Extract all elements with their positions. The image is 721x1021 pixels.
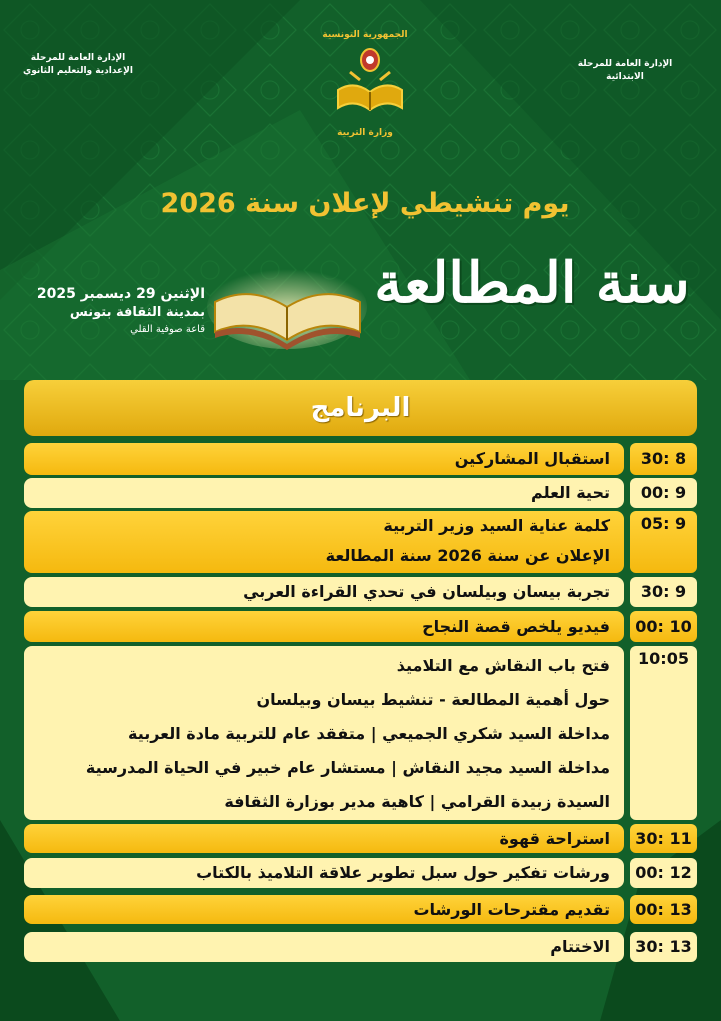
event-venue: بمدينة الثقافة بتونس bbox=[69, 305, 205, 320]
program-title: البرنامج bbox=[310, 393, 411, 423]
schedule-time bbox=[630, 646, 697, 820]
schedule-item: الإعلان عن سنة 2026 سنة المطالعة bbox=[325, 546, 610, 565]
schedule-item: ورشات تفكير حول سبل تطوير علاقة التلاميذ بالكتاب bbox=[196, 863, 610, 882]
schedule-item: الاختتام bbox=[550, 937, 610, 956]
schedule-row-2 bbox=[24, 478, 624, 508]
schedule-item: السيدة زبيدة القرامي | كاهية مدير بوزارة الثقافة bbox=[224, 792, 610, 811]
schedule-time: 9 :30 bbox=[630, 577, 697, 607]
event-subtitle: يوم تنشيطي لإعلان سنة 2026 bbox=[160, 188, 570, 219]
schedule-row-8 bbox=[24, 858, 624, 888]
schedule-time-value: 10:05 bbox=[638, 649, 689, 668]
schedule-row-6 bbox=[24, 646, 624, 820]
event-info bbox=[20, 284, 205, 338]
schedule-item: تجربة بيسان وبيلسان في تحدي القراءة العربي bbox=[243, 582, 610, 601]
schedule-row-7 bbox=[24, 824, 624, 853]
schedule-time bbox=[630, 511, 697, 573]
admin-secondary-line1: الإدارة العامة للمرحلة bbox=[30, 53, 126, 63]
schedule-item: تحية العلم bbox=[531, 483, 610, 502]
schedule-time: 13 :30 bbox=[630, 932, 697, 962]
admin-secondary-line2: الإعدادية والتعليم الثانوي bbox=[23, 66, 133, 76]
schedule-row-1 bbox=[24, 443, 624, 475]
open-book-icon bbox=[205, 262, 370, 352]
schedule-item: مداخلة السيد شكري الجميعي | متفقد عام للتربية مادة العربية bbox=[127, 724, 610, 743]
schedule-item: استراحة قهوة bbox=[499, 829, 610, 848]
schedule-item: فيديو يلخص قصة النجاح bbox=[422, 617, 610, 636]
schedule-time: 9 :00 bbox=[630, 478, 697, 508]
emblem-icon bbox=[330, 42, 410, 122]
schedule-row-9 bbox=[24, 895, 624, 924]
schedule-time: 13 :00 bbox=[630, 895, 697, 924]
schedule-row-3 bbox=[24, 511, 624, 573]
schedule-row-4 bbox=[24, 577, 624, 607]
event-date: الإثنين 29 ديسمبر 2025 bbox=[36, 286, 205, 302]
program-banner bbox=[24, 380, 697, 436]
year-title: سنة المطالعة bbox=[374, 250, 690, 316]
admin-secondary-label bbox=[23, 52, 133, 78]
ministry-label: وزارة التربية bbox=[337, 128, 393, 138]
schedule-row-5 bbox=[24, 611, 624, 642]
schedule-time-value: 9 :05 bbox=[640, 514, 687, 533]
schedule-row-10 bbox=[24, 932, 624, 962]
schedule-item: تقديم مقترحات الورشات bbox=[413, 900, 610, 919]
schedule-item: استقبال المشاركين bbox=[454, 449, 610, 468]
schedule-time: 11 :30 bbox=[630, 824, 697, 853]
schedule-item: كلمة عناية السيد وزير التربية bbox=[383, 516, 610, 535]
schedule-time: 8 :30 bbox=[630, 443, 697, 475]
schedule-item: مداخلة السيد مجيد النقاش | مستشار عام خبير في الحياة المدرسية bbox=[85, 758, 610, 777]
event-hall: قاعة صوفية القلي bbox=[130, 324, 205, 335]
admin-primary-label: الإدارة العامة للمرحلة الابتدائية bbox=[577, 59, 673, 82]
schedule-time: 10 :00 bbox=[630, 611, 697, 642]
schedule-item: حول أهمية المطالعة - تنشيط بيسان وبيلسان bbox=[256, 690, 610, 709]
republic-label: الجمهورية التونسية bbox=[322, 30, 408, 40]
schedule-time: 12 :00 bbox=[630, 858, 697, 888]
schedule-item: فتح باب النقاش مع التلاميذ bbox=[396, 656, 610, 675]
